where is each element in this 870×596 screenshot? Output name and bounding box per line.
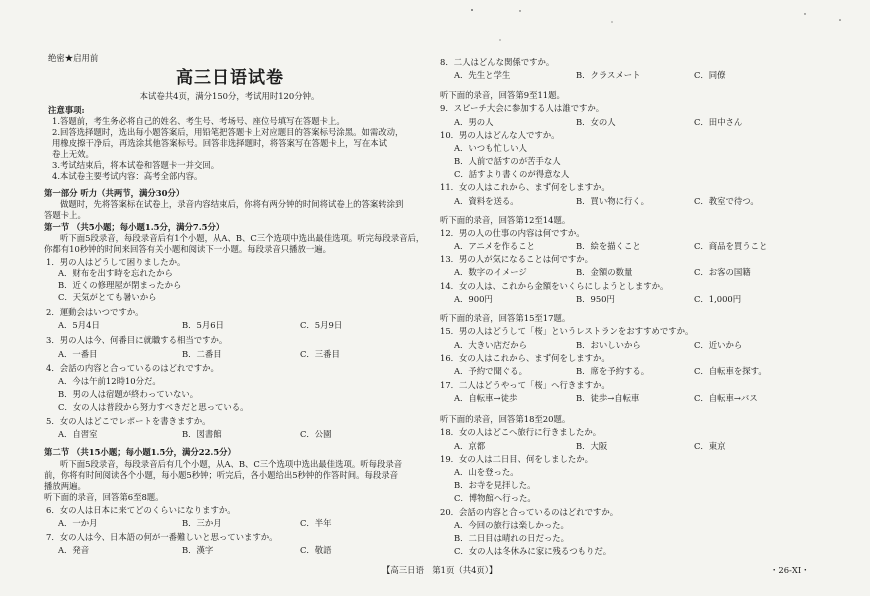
option-a: A．いつも忙しい人 bbox=[454, 143, 528, 153]
question: 19．女の人は二日目、何をしましたか。 bbox=[440, 454, 594, 464]
section1-desc: 听下面5段录音，每段录音后有1个小题，从A、B、C三个选项中选出最佳选项。听完每段录音后， bbox=[60, 233, 425, 243]
option-b: B．席を予約する。 bbox=[576, 366, 650, 376]
section1-heading: 第一节 （共5小题；每小题1.5分，满分7.5分） bbox=[44, 222, 225, 232]
option-b: B．買い物に行く。 bbox=[576, 196, 649, 206]
option-c: C．5月9日 bbox=[300, 320, 343, 330]
question: 18．女の人はどこへ旅行に行きましたか。 bbox=[440, 427, 602, 437]
option-a: A．大きい店だから bbox=[454, 340, 528, 350]
question: 2．運動会はいつですか。 bbox=[46, 307, 144, 317]
option-a: A．自習室 bbox=[58, 429, 98, 439]
option-a: A．男の人 bbox=[454, 117, 494, 127]
part1-desc: 答题卡上。 bbox=[44, 210, 86, 220]
note-item: 4.本试卷主要考试内容：高考全部内容。 bbox=[52, 171, 203, 181]
group-instruction: 听下面的录音，回答第6至8题。 bbox=[44, 492, 164, 502]
option-b: B．950円 bbox=[576, 294, 615, 304]
group-instruction: 听下面的录音，回答第9至11题。 bbox=[440, 90, 565, 100]
option-b: B．二番目 bbox=[182, 349, 222, 359]
option-c: C．女の人は冬休みに家に残るつもりだ。 bbox=[454, 546, 612, 556]
question: 12．男の人の仕事の内容は何ですか。 bbox=[440, 228, 585, 238]
option-c: C．同僚 bbox=[694, 70, 726, 80]
option-a: A．発音 bbox=[58, 545, 90, 555]
option-b: B．金額の数量 bbox=[576, 267, 633, 277]
option-a: A．資料を送る。 bbox=[454, 196, 519, 206]
option-c: C．博物館へ行った。 bbox=[454, 493, 536, 503]
option-c: C．1,000円 bbox=[694, 294, 742, 304]
option-b: B．近くの修理屋が閉まったから bbox=[58, 280, 182, 290]
question: 8．二人はどんな関係ですか。 bbox=[440, 57, 555, 67]
option-a: A．アニメを作ること bbox=[454, 241, 536, 251]
option-c: C．敬語 bbox=[300, 545, 332, 555]
question: 7．女の人は今、日本語の何が一番難しいと思っていますか。 bbox=[46, 532, 278, 542]
question: 6．女の人は日本に来てどのくらいになりますか。 bbox=[46, 505, 236, 515]
question: 11．女の人はこれから、まず何をしますか。 bbox=[440, 182, 610, 192]
footer-page-label: 【高三日语 第1页（共4页）】 bbox=[382, 565, 498, 575]
question: 9．スピーチ大会に参加する人は誰ですか。 bbox=[440, 103, 605, 113]
section2-desc: 播放两遍。 bbox=[44, 481, 86, 491]
option-c: C．自転車を探す。 bbox=[694, 366, 767, 376]
option-c: C．天気がとても暑いから bbox=[58, 292, 157, 302]
option-a: A．数字のイメージ bbox=[454, 267, 527, 277]
option-b: B．男の人は宿題が終わっていない。 bbox=[58, 389, 199, 399]
option-a: A．一か月 bbox=[58, 518, 98, 528]
option-c: C．田中さん bbox=[694, 117, 743, 127]
question: 15．男の人はどうして「桜」というレストランをおすすめですか。 bbox=[440, 326, 694, 336]
option-a: A．予約で聞ぐる。 bbox=[454, 366, 528, 376]
option-c: C．お客の国籍 bbox=[694, 267, 751, 277]
question: 1．男の人はどうして困りましたか。 bbox=[46, 257, 186, 267]
group-instruction: 听下面的录音，回答第18至20题。 bbox=[440, 414, 571, 424]
group-instruction: 听下面的录音，回答第12至14题。 bbox=[440, 215, 571, 225]
part1-heading: 第一部分 听力（共两节，满分30分） bbox=[44, 188, 185, 198]
option-b: B．二日目は晴れの日だった。 bbox=[454, 533, 570, 543]
option-b: B．徒歩→自転車 bbox=[576, 393, 640, 403]
option-b: B．女の人 bbox=[576, 117, 616, 127]
option-a: A．900円 bbox=[454, 294, 493, 304]
question: 20．会話の内容と合っているのはどれですか。 bbox=[440, 507, 619, 517]
option-b: B．お寺を見拝した。 bbox=[454, 480, 536, 490]
option-c: C．公園 bbox=[300, 429, 332, 439]
option-a: A．财布を出す時を忘れたから bbox=[58, 268, 173, 278]
note-item: 2.回答选择题时，选出每小题答案后，用铅笔把答题卡上对应题目的答案标号涂黑。如需改动， bbox=[52, 127, 404, 137]
section2-desc: 前，你将有时间阅读各个小题，每小题5秒钟；听完后，各小题给出5秒钟的作答时间。每段录音 bbox=[44, 470, 399, 480]
part1-desc: 做题时，先将答案标在试卷上，录音内容结束后，你将有两分钟的时间将试卷上的答案转涂到 bbox=[60, 199, 404, 209]
note-item: 卷上无效。 bbox=[52, 149, 94, 159]
note-item: 用橡皮擦干净后，再选涂其他答案标号。回答非选择题时，将答案写在答题卡上，写在本试 bbox=[52, 138, 387, 148]
option-c: C．商品を買うこと bbox=[694, 241, 768, 251]
group-instruction: 听下面的录音，回答第15至17题。 bbox=[440, 313, 571, 323]
option-c: C．女の人は普段から努力すべきだと思っている。 bbox=[58, 402, 249, 412]
option-a: A．京都 bbox=[454, 441, 486, 451]
option-b: B．クラスメート bbox=[576, 70, 641, 80]
question: 10．男の人はどんな人ですか。 bbox=[440, 130, 560, 140]
option-b: B．大阪 bbox=[576, 441, 608, 451]
section2-desc: 听下面5段录音，每段录音后有几个小题，从A、B、C三个选项中选出最佳选项。听每段录音 bbox=[60, 459, 403, 469]
option-c: C．半年 bbox=[300, 518, 332, 528]
option-c: C．教室で待つ。 bbox=[694, 196, 759, 206]
option-b: B．絵を描くこと bbox=[576, 241, 641, 251]
question: 4．会話の内容と合っているのはどれですか。 bbox=[46, 363, 219, 373]
note-item: 3.考试结束后，将本试卷和答题卡一并交回。 bbox=[52, 160, 220, 170]
section1-desc: 你都有10秒钟的时间来回答有关小题和阅读下一小题。每段录音只播放一遍。 bbox=[44, 244, 332, 254]
question: 16．女の人はこれから、まず何をしますか。 bbox=[440, 353, 610, 363]
option-b: B．おいしいから bbox=[576, 340, 641, 350]
option-c: C．自転車→バス bbox=[694, 393, 758, 403]
option-a: A．山を登った。 bbox=[454, 467, 519, 477]
confidential-mark: 绝密★启用前 bbox=[48, 53, 99, 63]
option-a: A．先生と学生 bbox=[454, 70, 511, 80]
option-b: B．漢字 bbox=[182, 545, 214, 555]
page-title: 高三日语试卷 bbox=[176, 68, 284, 88]
option-a: A．今は午前12時10分だ。 bbox=[58, 376, 161, 386]
option-a: A．自転車→徒歩 bbox=[454, 393, 518, 403]
exam-info: 本试卷共4页，满分150分，考试用时120分钟。 bbox=[139, 91, 320, 101]
option-c: C．話すより書くのが得意な人 bbox=[454, 169, 570, 179]
option-a: A．今回の旅行は楽しかった。 bbox=[454, 520, 569, 530]
section2-heading: 第二节 （共15小题；每小题1.5分，满分22.5分） bbox=[44, 447, 236, 457]
question: 3．男の人は今、何番目に就職する相当ですか。 bbox=[46, 335, 228, 345]
option-c: C．近いから bbox=[694, 340, 743, 350]
option-b: B．人前で話すのが苦手な人 bbox=[454, 156, 561, 166]
notes-heading: 注意事项: bbox=[48, 105, 85, 115]
option-a: A．5月4日 bbox=[58, 320, 100, 330]
option-c: C．東京 bbox=[694, 441, 726, 451]
question: 5．女の人はどこでレポートを書きますか。 bbox=[46, 416, 211, 426]
question: 13．男の人が気になることは何ですか。 bbox=[440, 254, 594, 264]
option-b: B．三か月 bbox=[182, 518, 222, 528]
footer-code: ・26-XI・ bbox=[770, 565, 810, 575]
option-b: B．5月6日 bbox=[182, 320, 224, 330]
option-a: A．一番目 bbox=[58, 349, 98, 359]
note-item: 1.答题前，考生务必将自己的姓名、考生号、考场号、座位号填写在答题卡上。 bbox=[52, 116, 345, 126]
question: 17．二人はどうやって「桜」へ行きますか。 bbox=[440, 380, 610, 390]
question: 14．女の人は、これから金額をいくらにしようとしますか。 bbox=[440, 281, 669, 291]
option-b: B．図書館 bbox=[182, 429, 222, 439]
option-c: C．三番目 bbox=[300, 349, 340, 359]
